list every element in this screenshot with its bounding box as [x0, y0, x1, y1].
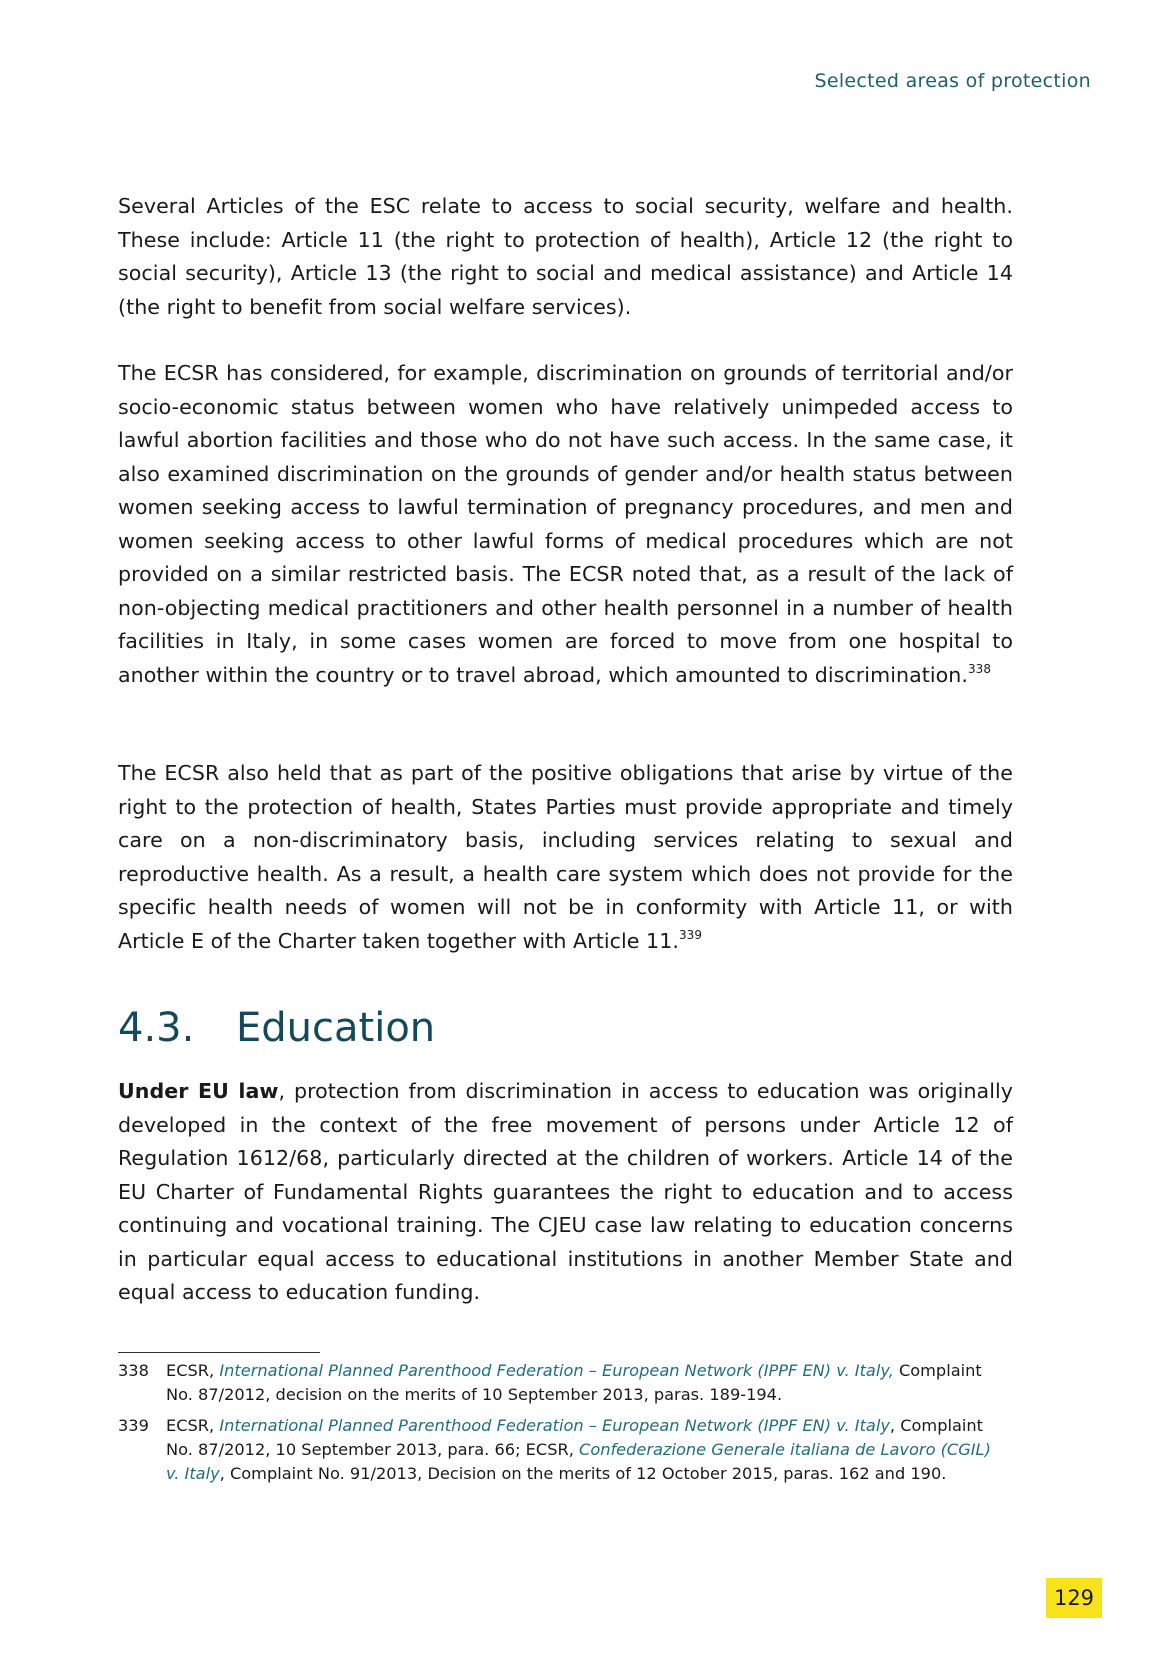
running-header: Selected areas of protection [814, 70, 1091, 92]
footnote-text: Complaint No. 87/2012, decision on the merits of 10 September 2013, paras. 189-194. [166, 1361, 982, 1404]
paragraph-text: The ECSR also held that as part of the positive obligations that arise by virtue of the right to the protection of health, States Parties must provide appropriate and timely care on a non-discriminatory basis, including services relating to sexual and reproductive health. As a result, a health care system which does not provide for the specific health needs of women will not be in conformity with Article 11, or with Article E of the Charter taken together with Article 11. [118, 761, 1013, 953]
case-link[interactable]: International Planned Parenthood Federation – European Network (IPPF EN) v. Italy, [219, 1361, 894, 1380]
footnote-body [166, 1414, 998, 1486]
paragraph-ecsr-health-obligations [118, 757, 1013, 958]
paragraph-text: The ECSR has considered, for example, discrimination on grounds of territorial and/or socio-economic status between women who have relatively unimpeded access to lawful abortion facilities and those who do not have such access. In the same case, it also examined discrimination on the grounds of gender and/or health status between women seeking access to lawful termination of pregnancy procedures, and men and women seeking access to other lawful forms of medical procedures which are not provided on a similar restricted basis. The ECSR noted that, as a result of the lack of non-objecting medical practitioners and other health personnel in a number of health facilities in Italy, in some cases women are forced to move from one hospital to another within the country or to travel abroad, which amounted to discrimination. [118, 361, 1013, 687]
footnote-338 [118, 1359, 998, 1407]
footnote-number: 339 [118, 1416, 149, 1435]
section-heading [118, 1004, 435, 1052]
footnote-prefix: ECSR, [166, 1361, 220, 1380]
footnote-prefix: ECSR, [166, 1416, 220, 1435]
footnote-text: , Complaint No. 87/2012, 10 September 2013, para. 66; ECSR, [166, 1416, 983, 1459]
paragraph-eu-law-education [118, 1075, 1013, 1310]
section-number: 4.3. [118, 1005, 195, 1051]
footnote-ref-338[interactable]: 338 [967, 661, 992, 676]
page-number-badge: 129 [1046, 1578, 1102, 1618]
paragraph-text: , protection from discrimination in access to education was originally developed in the context of the free movement of persons under Article 12 of Regulation 1612/68, particularly directed at the children of workers. Article 14 of the EU Charter of Fundamental Rights guarantees the right to education and to access continuing and vocational training. The CJEU case law relating to education concerns in particular equal access to educational institutions in another Member State and equal access to education funding. [118, 1079, 1014, 1304]
paragraph-esc-articles [118, 190, 1013, 324]
footnote-text: , Complaint No. 91/2013, Decision on the merits of 12 October 2015, paras. 162 and 190. [219, 1464, 947, 1483]
paragraph-ecsr-discrimination [118, 357, 1013, 692]
footnote-ref-339[interactable]: 339 [678, 927, 703, 942]
paragraph-text: Several Articles of the ESC relate to access to social security, welfare and health. These include: Article 11 (the right to protection of health), Article 12 (the right to social security), Article 13 (the right to social and medical assistance) and Article 14 (the right to benefit from social welfare services). [118, 194, 1013, 319]
footnote-number: 338 [118, 1361, 149, 1380]
case-link[interactable]: Confederazione Generale italiana de Lavoro (CGIL) v. Italy [166, 1440, 991, 1483]
footnote-339 [118, 1414, 998, 1486]
footnote-body [166, 1359, 998, 1407]
case-link[interactable]: International Planned Parenthood Federation – European Network (IPPF EN) v. Italy [219, 1416, 890, 1435]
section-title: Education [236, 1005, 436, 1051]
footnote-divider [118, 1352, 320, 1353]
bold-lead-in: Under EU law [118, 1079, 279, 1103]
